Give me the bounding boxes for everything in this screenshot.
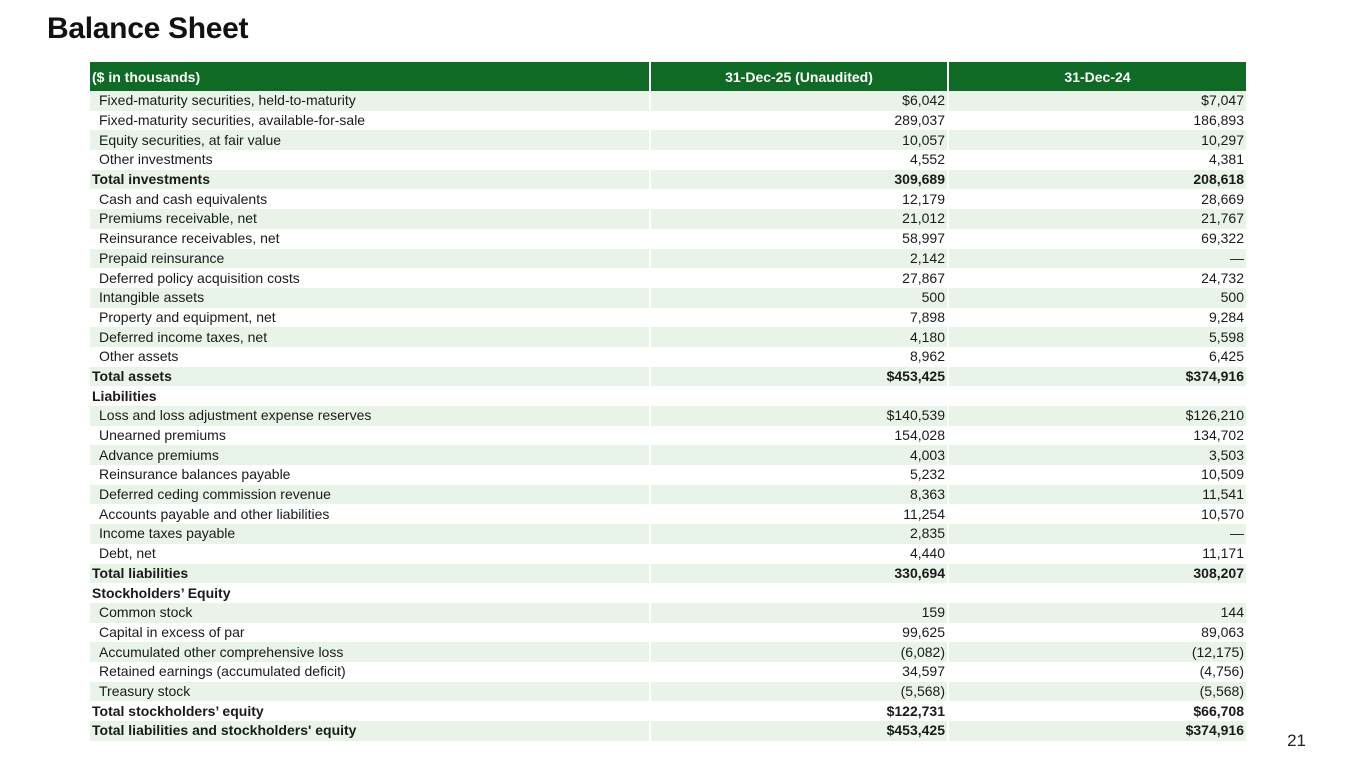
table-row [90, 327, 1246, 347]
table-row [90, 91, 1246, 111]
row-label: Treasury stock [90, 682, 650, 702]
table-row [90, 249, 1246, 269]
value-2024: 10,297 [948, 130, 1246, 150]
table-row [90, 170, 1246, 190]
value-2024: — [948, 524, 1246, 544]
table-row [90, 209, 1246, 229]
value-2024: (5,568) [948, 682, 1246, 702]
value-2024: 21,767 [948, 209, 1246, 229]
value-2024: 500 [948, 288, 1246, 308]
balance-sheet-table [90, 62, 1246, 741]
value-2025: (5,568) [650, 682, 948, 702]
row-label: Liabilities [90, 386, 650, 406]
table-row [90, 406, 1246, 426]
value-2024: 208,618 [948, 170, 1246, 190]
row-label: Stockholders’ Equity [90, 583, 650, 603]
value-2025: 2,142 [650, 249, 948, 269]
table-row [90, 721, 1246, 741]
page-title: Balance Sheet [47, 12, 249, 45]
value-2025: 4,003 [650, 445, 948, 465]
row-label: Prepaid reinsurance [90, 249, 650, 269]
value-2025: 34,597 [650, 662, 948, 682]
table-row [90, 564, 1246, 584]
value-2025: 27,867 [650, 268, 948, 288]
value-2025: 330,694 [650, 564, 948, 584]
value-2025 [650, 583, 948, 603]
value-2025: 289,037 [650, 111, 948, 131]
table-header-row [90, 62, 1246, 91]
value-2025: 4,552 [650, 150, 948, 170]
table-row [90, 111, 1246, 131]
value-2025: 4,180 [650, 327, 948, 347]
row-label: Property and equipment, net [90, 308, 650, 328]
value-2024: (12,175) [948, 642, 1246, 662]
value-2024: 5,598 [948, 327, 1246, 347]
table-row [90, 504, 1246, 524]
table-row [90, 386, 1246, 406]
value-2024: 144 [948, 603, 1246, 623]
row-label: Fixed-maturity securities, held-to-maturity [90, 91, 650, 111]
table-row [90, 130, 1246, 150]
row-label: Total investments [90, 170, 650, 190]
table-row [90, 150, 1246, 170]
value-2025: 8,962 [650, 347, 948, 367]
value-2025 [650, 386, 948, 406]
value-2024: $66,708 [1193, 702, 1244, 719]
table-row [90, 426, 1246, 446]
value-2024: $374,916 [948, 721, 1246, 741]
row-label: Unearned premiums [90, 426, 650, 446]
value-2025: 8,363 [650, 485, 948, 505]
row-label: Capital in excess of par [90, 623, 650, 643]
value-2024: 134,702 [1193, 427, 1244, 444]
value-2024: 11,171 [1202, 545, 1244, 562]
row-label: Deferred income taxes, net [90, 327, 650, 347]
value-2025: 11,254 [650, 504, 948, 524]
value-2024: 10,570 [1201, 505, 1244, 522]
value-2025: 10,057 [650, 130, 948, 150]
value-2025: $140,539 [650, 406, 948, 426]
row-label: Advance premiums [90, 445, 650, 465]
value-2024: 6,425 [1208, 348, 1244, 365]
table-row [90, 308, 1246, 328]
table-row [90, 445, 1246, 465]
value-2025: (6,082) [650, 642, 948, 662]
page-number: 21 [1287, 731, 1306, 750]
row-label: Accumulated other comprehensive loss [90, 642, 650, 662]
value-2024: 11,541 [948, 485, 1246, 505]
table-row [90, 288, 1246, 308]
table-row [90, 268, 1246, 288]
value-2024: 89,063 [1201, 623, 1244, 640]
header-col-2024: 31-Dec-24 [948, 62, 1246, 91]
value-2024: $374,916 [948, 367, 1246, 387]
table-row [90, 485, 1246, 505]
value-2024 [948, 386, 1246, 406]
value-2025: $453,425 [650, 367, 948, 387]
value-2025: 159 [650, 603, 948, 623]
table-body [90, 91, 1246, 741]
value-2024: 9,284 [1208, 308, 1244, 325]
value-2025: 58,997 [650, 229, 948, 249]
value-2025: 309,689 [650, 170, 948, 190]
row-label: Loss and loss adjustment expense reserves [90, 406, 650, 426]
value-2025: 4,440 [650, 544, 948, 564]
value-2024 [948, 583, 1246, 603]
row-label: Income taxes payable [90, 524, 650, 544]
row-label: Debt, net [90, 544, 650, 564]
value-2025: 500 [650, 288, 948, 308]
row-label: Reinsurance receivables, net [90, 229, 650, 249]
value-2024: 186,893 [1193, 112, 1244, 129]
row-label: Accounts payable and other liabilities [90, 504, 650, 524]
value-2024: $126,210 [948, 406, 1246, 426]
value-2024: 69,322 [1201, 230, 1244, 247]
header-units: ($ in thousands) [90, 62, 650, 91]
value-2025: 2,835 [650, 524, 948, 544]
row-label: Common stock [90, 603, 650, 623]
row-label: Other investments [90, 150, 650, 170]
row-label: Total liabilities [90, 564, 650, 584]
value-2024: 4,381 [1208, 151, 1244, 168]
value-2025: $453,425 [650, 721, 948, 741]
row-label: Total liabilities and stockholders' equity [90, 721, 650, 741]
value-2024: — [948, 249, 1246, 269]
value-2024: 308,207 [948, 564, 1246, 584]
value-2024: $7,047 [948, 91, 1246, 111]
value-2025: 12,179 [650, 189, 948, 209]
value-2024: 24,732 [1201, 269, 1244, 286]
row-label: Retained earnings (accumulated deficit) [90, 662, 650, 682]
table-row [90, 583, 1246, 603]
table-row [90, 524, 1246, 544]
table-row [90, 623, 1246, 643]
row-label: Fixed-maturity securities, available-for-sale [90, 111, 650, 131]
row-label: Intangible assets [90, 288, 650, 308]
row-label: Cash and cash equivalents [90, 189, 650, 209]
row-label: Reinsurance balances payable [90, 465, 650, 485]
row-label: Equity securities, at fair value [90, 130, 650, 150]
value-2024: 10,509 [1201, 466, 1244, 483]
table-row [90, 347, 1246, 367]
row-label: Total stockholders’ equity [90, 701, 650, 721]
table-row [90, 701, 1246, 721]
table-row [90, 465, 1246, 485]
value-2025: 154,028 [650, 426, 948, 446]
table-row [90, 544, 1246, 564]
row-label: Premiums receivable, net [90, 209, 650, 229]
value-2024: 28,669 [1201, 190, 1244, 207]
value-2025: $122,731 [650, 701, 948, 721]
value-2025: $6,042 [650, 91, 948, 111]
row-label: Deferred ceding commission revenue [90, 485, 650, 505]
value-2025: 21,012 [650, 209, 948, 229]
header-col-2025: 31-Dec-25 (Unaudited) [650, 62, 948, 91]
table-row [90, 189, 1246, 209]
table-row [90, 662, 1246, 682]
table-row [90, 229, 1246, 249]
value-2025: 99,625 [650, 623, 948, 643]
table-row [90, 367, 1246, 387]
row-label: Total assets [90, 367, 650, 387]
table-row [90, 682, 1246, 702]
value-2025: 5,232 [650, 465, 948, 485]
row-label: Deferred policy acquisition costs [90, 268, 650, 288]
row-label: Other assets [90, 347, 650, 367]
value-2024: (4,756) [1199, 663, 1244, 680]
table-row [90, 603, 1246, 623]
value-2025: 7,898 [650, 308, 948, 328]
value-2024: 3,503 [948, 445, 1246, 465]
table-row [90, 642, 1246, 662]
